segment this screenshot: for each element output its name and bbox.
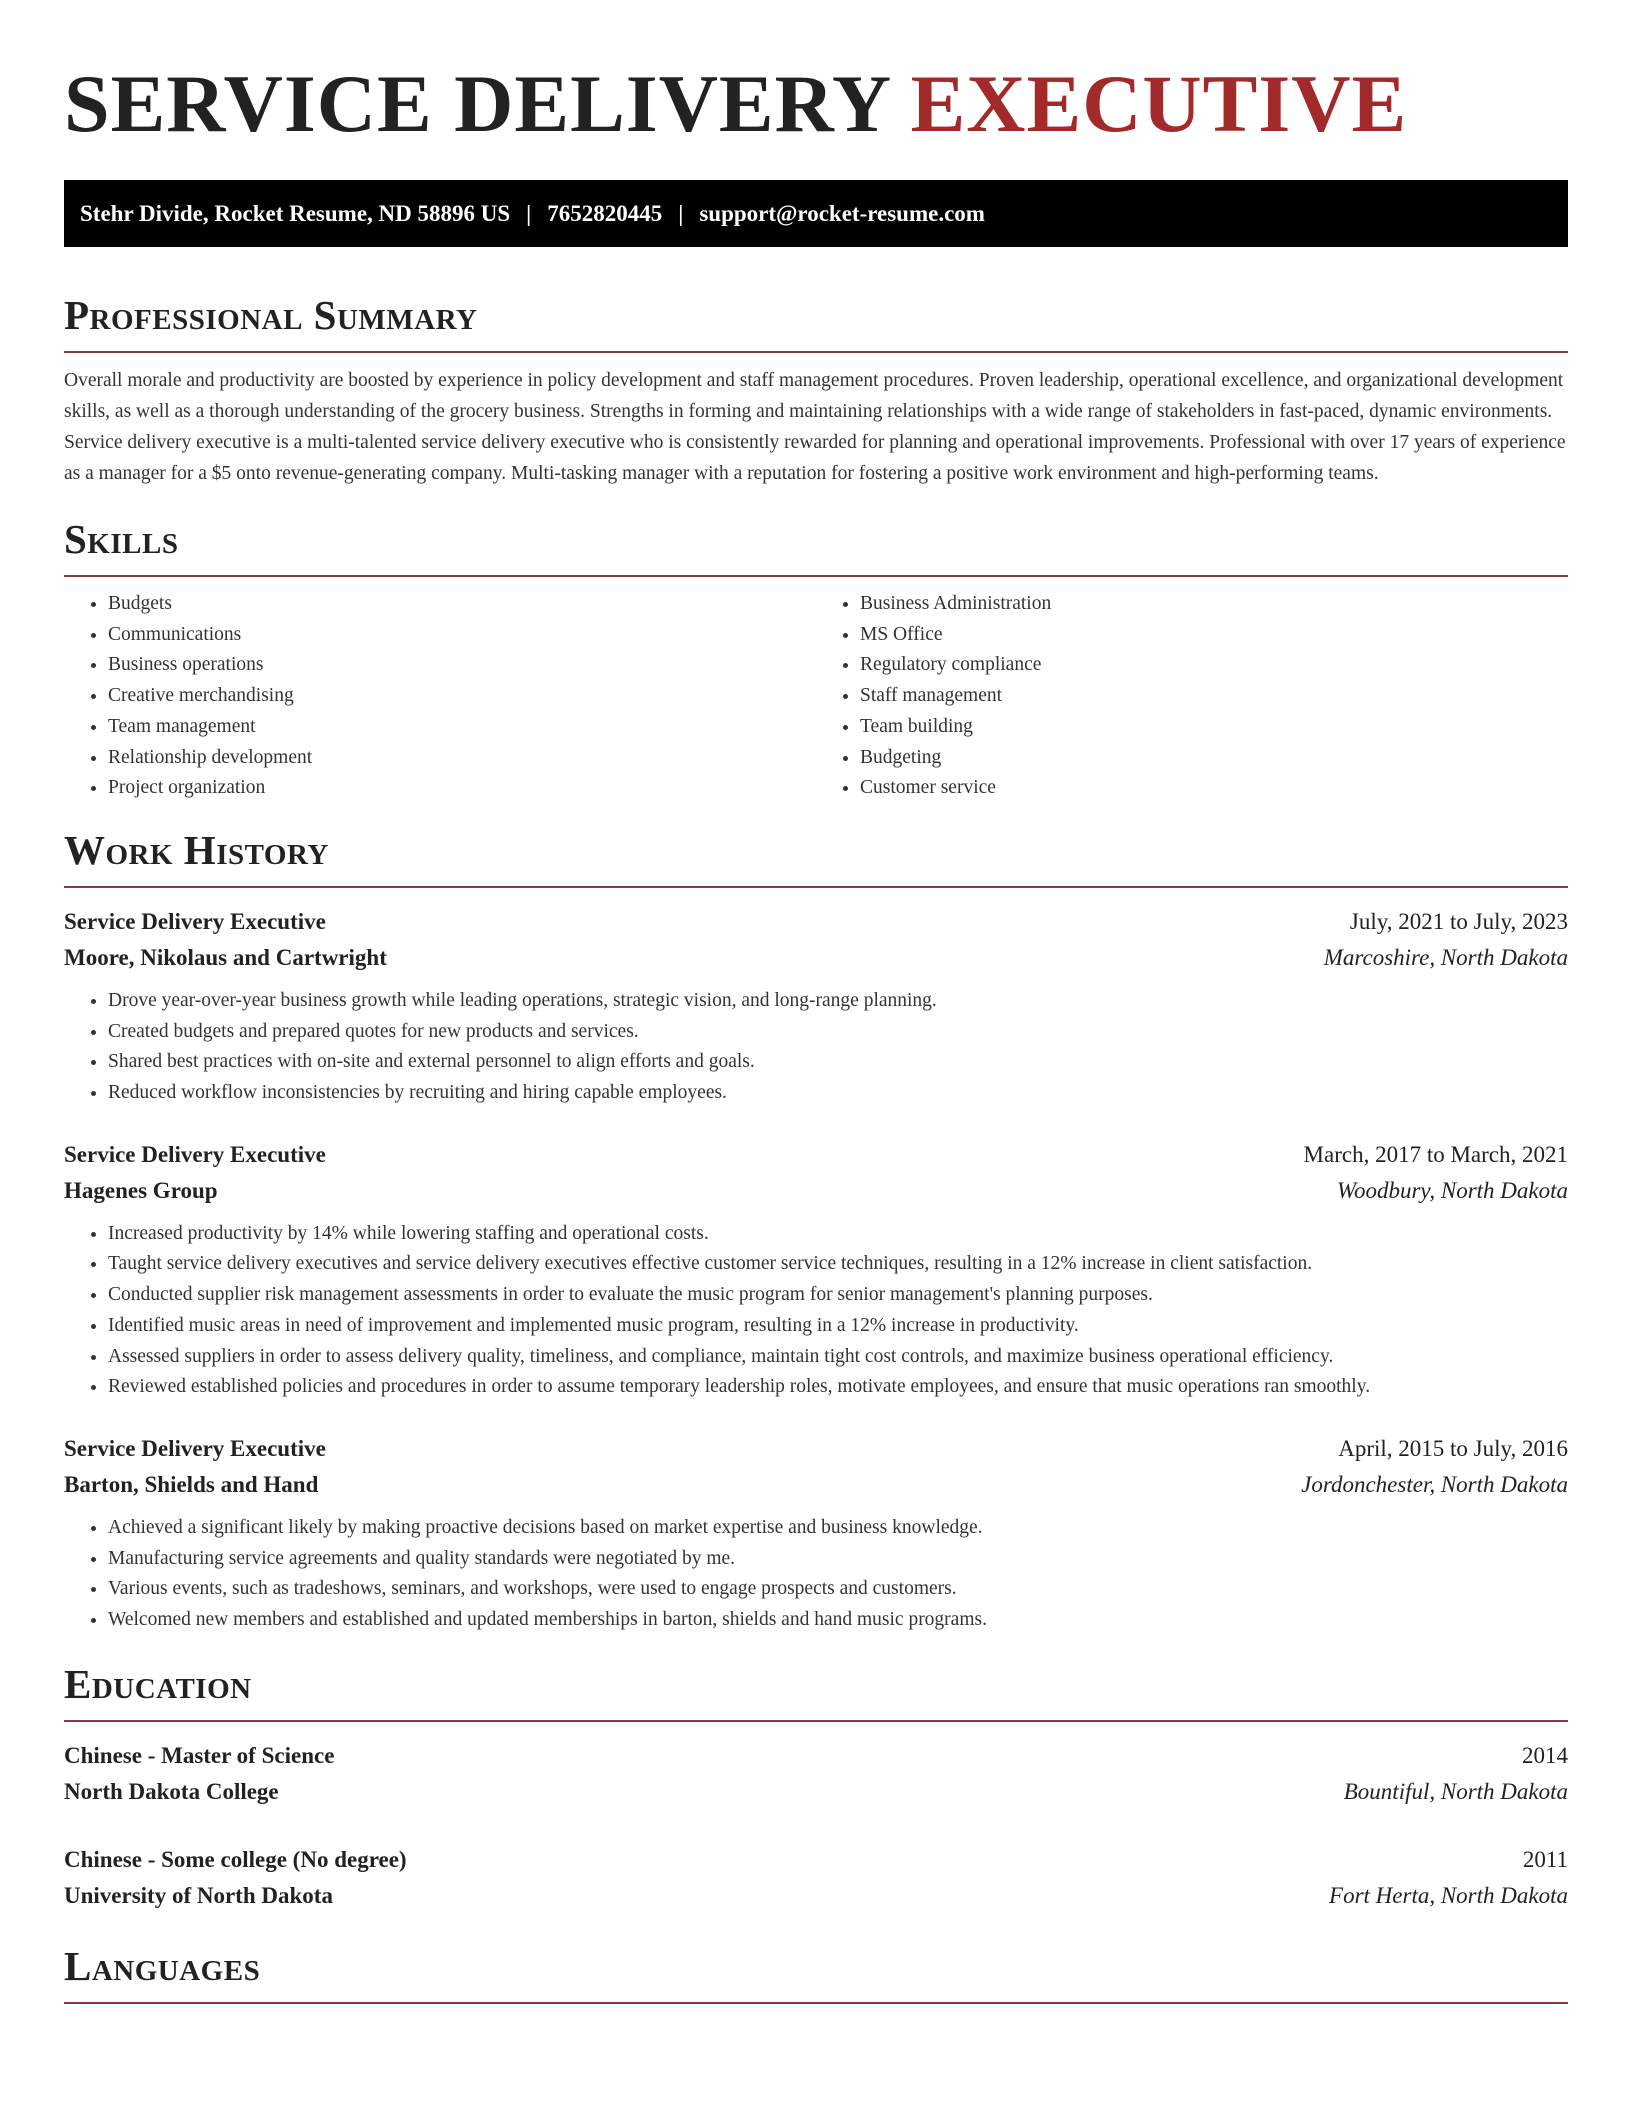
job-title: Service Delivery Executive xyxy=(64,1141,326,1167)
skills-list-right xyxy=(816,589,1568,804)
skills-list-left xyxy=(64,589,816,804)
job-bullet: • Drove year-over-year business growth while leading operations, strategic vision, and long-range planning. xyxy=(108,986,1568,1017)
job-bullet: • Reduced workflow inconsistencies by recruiting and hiring capable employees. xyxy=(108,1078,1568,1109)
job-bullet: • Taught service delivery executives and service delivery executives effective customer service techniques, resulting in a 12% increase in client satisfaction. xyxy=(108,1249,1568,1280)
job-location: Jordonchester, North Dakota xyxy=(1301,1471,1568,1497)
job-dates: March, 2017 to March, 2021 xyxy=(1303,1141,1568,1167)
contact-bar xyxy=(64,180,1568,247)
job-bullet: • Various events, such as tradeshows, seminars, and workshops, were used to engage prospects and customers. xyxy=(108,1574,1568,1605)
work-section xyxy=(64,826,1568,1636)
job-company-row xyxy=(64,1467,1568,1503)
title-main: SERVICE DELIVERY xyxy=(64,58,890,149)
job-bullet: • Assessed suppliers in order to assess delivery quality, timeliness, and compliance, maintain tight cost controls, and maximize business operational efficiency. xyxy=(108,1342,1568,1373)
job-location: Marcoshire, North Dakota xyxy=(1323,944,1568,970)
education-entry xyxy=(64,1842,1568,1914)
contact-address: Stehr Divide, Rocket Resume, ND 58896 US xyxy=(80,200,511,226)
section-heading-summary: Professional Summary xyxy=(64,292,478,338)
job-dates: July, 2021 to July, 2023 xyxy=(1349,908,1568,934)
section-divider xyxy=(64,1720,1568,1722)
education-school: University of North Dakota xyxy=(64,1882,333,1908)
section-divider xyxy=(64,886,1568,888)
education-year: 2011 xyxy=(1522,1846,1568,1872)
education-school-row xyxy=(64,1878,1568,1914)
job-company: Moore, Nikolaus and Cartwright xyxy=(64,944,387,970)
section-divider xyxy=(64,351,1568,353)
job-header-row xyxy=(64,1431,1568,1467)
education-school: North Dakota College xyxy=(64,1778,279,1804)
skill-item: • Project organization xyxy=(108,773,816,804)
skill-item: • Team management xyxy=(108,712,816,743)
skill-item: • Budgeting xyxy=(860,743,1568,774)
summary-text: Overall morale and productivity are boosted by experience in policy development and staff management procedures. Proven leadership, operational excellence, and organizational development skills, as well as a thorough understanding of the grocery business. Strengths in forming and maintaining relationships with a wide range of stakeholders in fast-paced, dynamic environments. Service delivery executive is a multi-talented service delivery executive who is consistently rewarded for planning and operational improvements. Professional with over 17 years of experience as a manager for a $5 onto revenue-generating company. Multi-tasking manager with a reputation for fostering a positive work environment and high-performing teams. xyxy=(64,370,1566,484)
skill-item: • Team building xyxy=(860,712,1568,743)
job-entry xyxy=(64,1431,1568,1636)
education-location: Fort Herta, North Dakota xyxy=(1329,1882,1568,1908)
job-location: Woodbury, North Dakota xyxy=(1336,1177,1568,1203)
skill-item: • Creative merchandising xyxy=(108,681,816,712)
job-bullet: • Shared best practices with on-site and external personnel to align efforts and goals. xyxy=(108,1047,1568,1078)
education-entry xyxy=(64,1738,1568,1810)
job-bullets xyxy=(64,1219,1568,1403)
skill-item: • Customer service xyxy=(860,773,1568,804)
job-header-row xyxy=(64,1137,1568,1173)
skill-item: • Business Administration xyxy=(860,589,1568,620)
job-company-row xyxy=(64,940,1568,976)
skill-item: • Budgets xyxy=(108,589,816,620)
job-title: Service Delivery Executive xyxy=(64,908,326,934)
title-accent: EXECUTIVE xyxy=(910,58,1408,149)
education-school-row xyxy=(64,1774,1568,1810)
job-bullet: • Increased productivity by 14% while lowering staffing and operational costs. xyxy=(108,1219,1568,1250)
education-degree: Chinese - Some college (No degree) xyxy=(64,1846,407,1872)
contact-email: support@rocket-resume.com xyxy=(699,200,985,226)
job-header-row xyxy=(64,904,1568,940)
job-entry xyxy=(64,1137,1568,1403)
job-bullet: • Welcomed new members and established and updated memberships in barton, shields and hand music programs. xyxy=(108,1605,1568,1636)
job-entry xyxy=(64,904,1568,1109)
skill-item: • MS Office xyxy=(860,620,1568,651)
skills-columns xyxy=(64,589,1568,804)
job-title: Service Delivery Executive xyxy=(64,1435,326,1461)
skill-item: • Business operations xyxy=(108,650,816,681)
job-company-row xyxy=(64,1173,1568,1209)
job-bullet: • Reviewed established policies and procedures in order to assume temporary leadership roles, motivate employees, and ensure that music operations ran smoothly. xyxy=(108,1372,1568,1403)
job-bullet: • Manufacturing service agreements and quality standards were negotiated by me. xyxy=(108,1544,1568,1575)
languages-section xyxy=(64,1942,1568,2004)
section-heading-work: Work History xyxy=(64,826,329,873)
section-heading-education: Education xyxy=(64,1660,252,1707)
section-divider xyxy=(64,575,1568,577)
job-bullet: • Created budgets and prepared quotes for new products and services. xyxy=(108,1017,1568,1048)
job-bullet: • Identified music areas in need of improvement and implemented music program, resulting in a 12% increase in productivity. xyxy=(108,1311,1568,1342)
resume-title xyxy=(64,0,1568,150)
contact-separator: | xyxy=(678,200,684,226)
education-year: 2014 xyxy=(1522,1742,1568,1768)
section-heading-skills: Skills xyxy=(64,516,179,562)
job-bullets xyxy=(64,986,1568,1109)
skills-section xyxy=(64,515,1568,804)
contact-phone: 7652820445 xyxy=(547,200,663,226)
education-degree: Chinese - Master of Science xyxy=(64,1742,335,1768)
skill-item: • Communications xyxy=(108,620,816,651)
education-degree-row xyxy=(64,1842,1568,1878)
job-bullets xyxy=(64,1513,1568,1636)
job-company: Barton, Shields and Hand xyxy=(64,1471,319,1497)
job-bullet: • Achieved a significant likely by making proactive decisions based on market expertise and business knowledge. xyxy=(108,1513,1568,1544)
job-dates: April, 2015 to July, 2016 xyxy=(1338,1435,1568,1461)
skill-item: • Staff management xyxy=(860,681,1568,712)
contact-separator: | xyxy=(526,200,532,226)
summary-section xyxy=(64,291,1568,489)
education-location: Bountiful, North Dakota xyxy=(1343,1778,1568,1804)
education-degree-row xyxy=(64,1738,1568,1774)
education-section xyxy=(64,1660,1568,1914)
section-divider xyxy=(64,2002,1568,2004)
job-company: Hagenes Group xyxy=(64,1177,218,1203)
skill-item: • Relationship development xyxy=(108,743,816,774)
section-heading-languages: Languages xyxy=(64,1942,261,1989)
job-bullet: • Conducted supplier risk management assessments in order to evaluate the music program for senior management's planning purposes. xyxy=(108,1280,1568,1311)
skill-item: • Regulatory compliance xyxy=(860,650,1568,681)
